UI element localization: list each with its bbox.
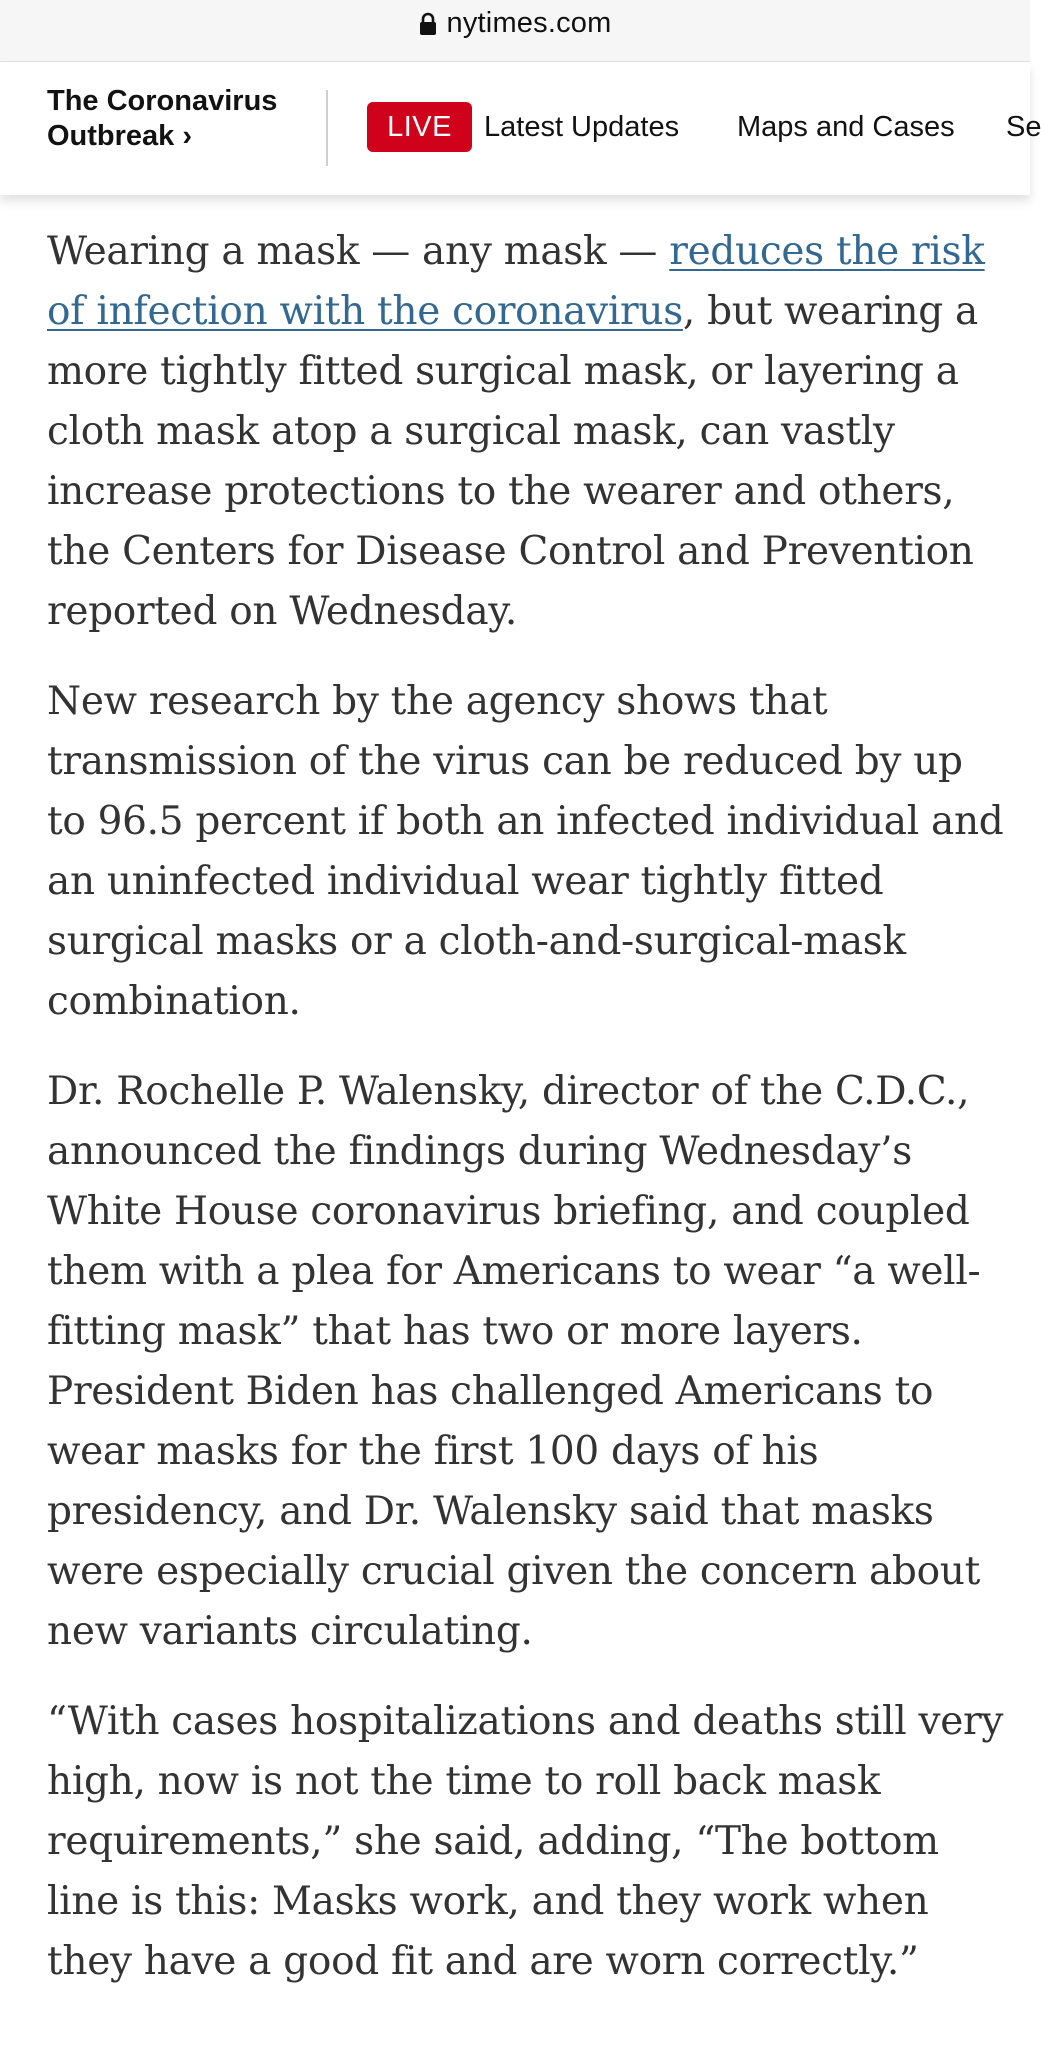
nav-link-latest-updates[interactable]: Latest Updates bbox=[484, 111, 680, 143]
article-body bbox=[47, 222, 1007, 2022]
article-paragraph-2: New research by the agency shows that transmission of the virus can be reduced by up to 96.5 percent if both an infected individual and an uninfected individual wear tightly fitted surgical masks or a cloth-and-surgical-mask combination. bbox=[47, 679, 1004, 1024]
nav-divider bbox=[326, 90, 328, 166]
article-paragraph-1 bbox=[47, 222, 1007, 642]
reduces-risk-link[interactable]: reduces the risk of infection with the coronavirus bbox=[47, 229, 985, 334]
nav-link-maps-and-cases[interactable]: Maps and Cases bbox=[737, 111, 955, 143]
url-text: nytimes.com bbox=[446, 7, 612, 39]
paragraph-1-lead-text: Wearing a mask — any mask — bbox=[47, 229, 670, 274]
live-badge[interactable]: LIVE bbox=[367, 102, 472, 152]
lock-icon bbox=[419, 12, 437, 36]
paragraph-1-rest-text: , but wearing a more tightly fitted surgical mask, or layering a cloth mask atop a surgical mask, can vastly increase protections to the wearer and others, the Centers for Disease Control and Prevention reported on Wednesday. bbox=[47, 289, 978, 634]
article-paragraph-3: Dr. Rochelle P. Walensky, director of the C.D.C., announced the findings during Wednesday’s White House coronavirus briefing, and coupled them with a plea for Americans to wear “a well-fitting mask” that has two or more layers. President Biden has challenged Americans to wear masks for the first 100 days of his presidency, and Dr. Walensky said that masks were especially crucial given the concern about new variants circulating. bbox=[47, 1069, 981, 1654]
url-display[interactable] bbox=[419, 7, 612, 40]
nav-link-truncated[interactable]: Se bbox=[1006, 111, 1041, 143]
article-paragraph-4: “With cases hospitalizations and deaths still very high, now is not the time to roll back mask requirements,” she said, adding, “The bottom line is this: Masks work, and they work when they have a good fit and are worn correctly.” bbox=[47, 1699, 1004, 1984]
browser-url-bar[interactable] bbox=[0, 0, 1030, 62]
section-title-link[interactable]: The Coronavirus Outbreak › bbox=[47, 85, 278, 152]
section-nav-bar bbox=[0, 63, 1041, 195]
